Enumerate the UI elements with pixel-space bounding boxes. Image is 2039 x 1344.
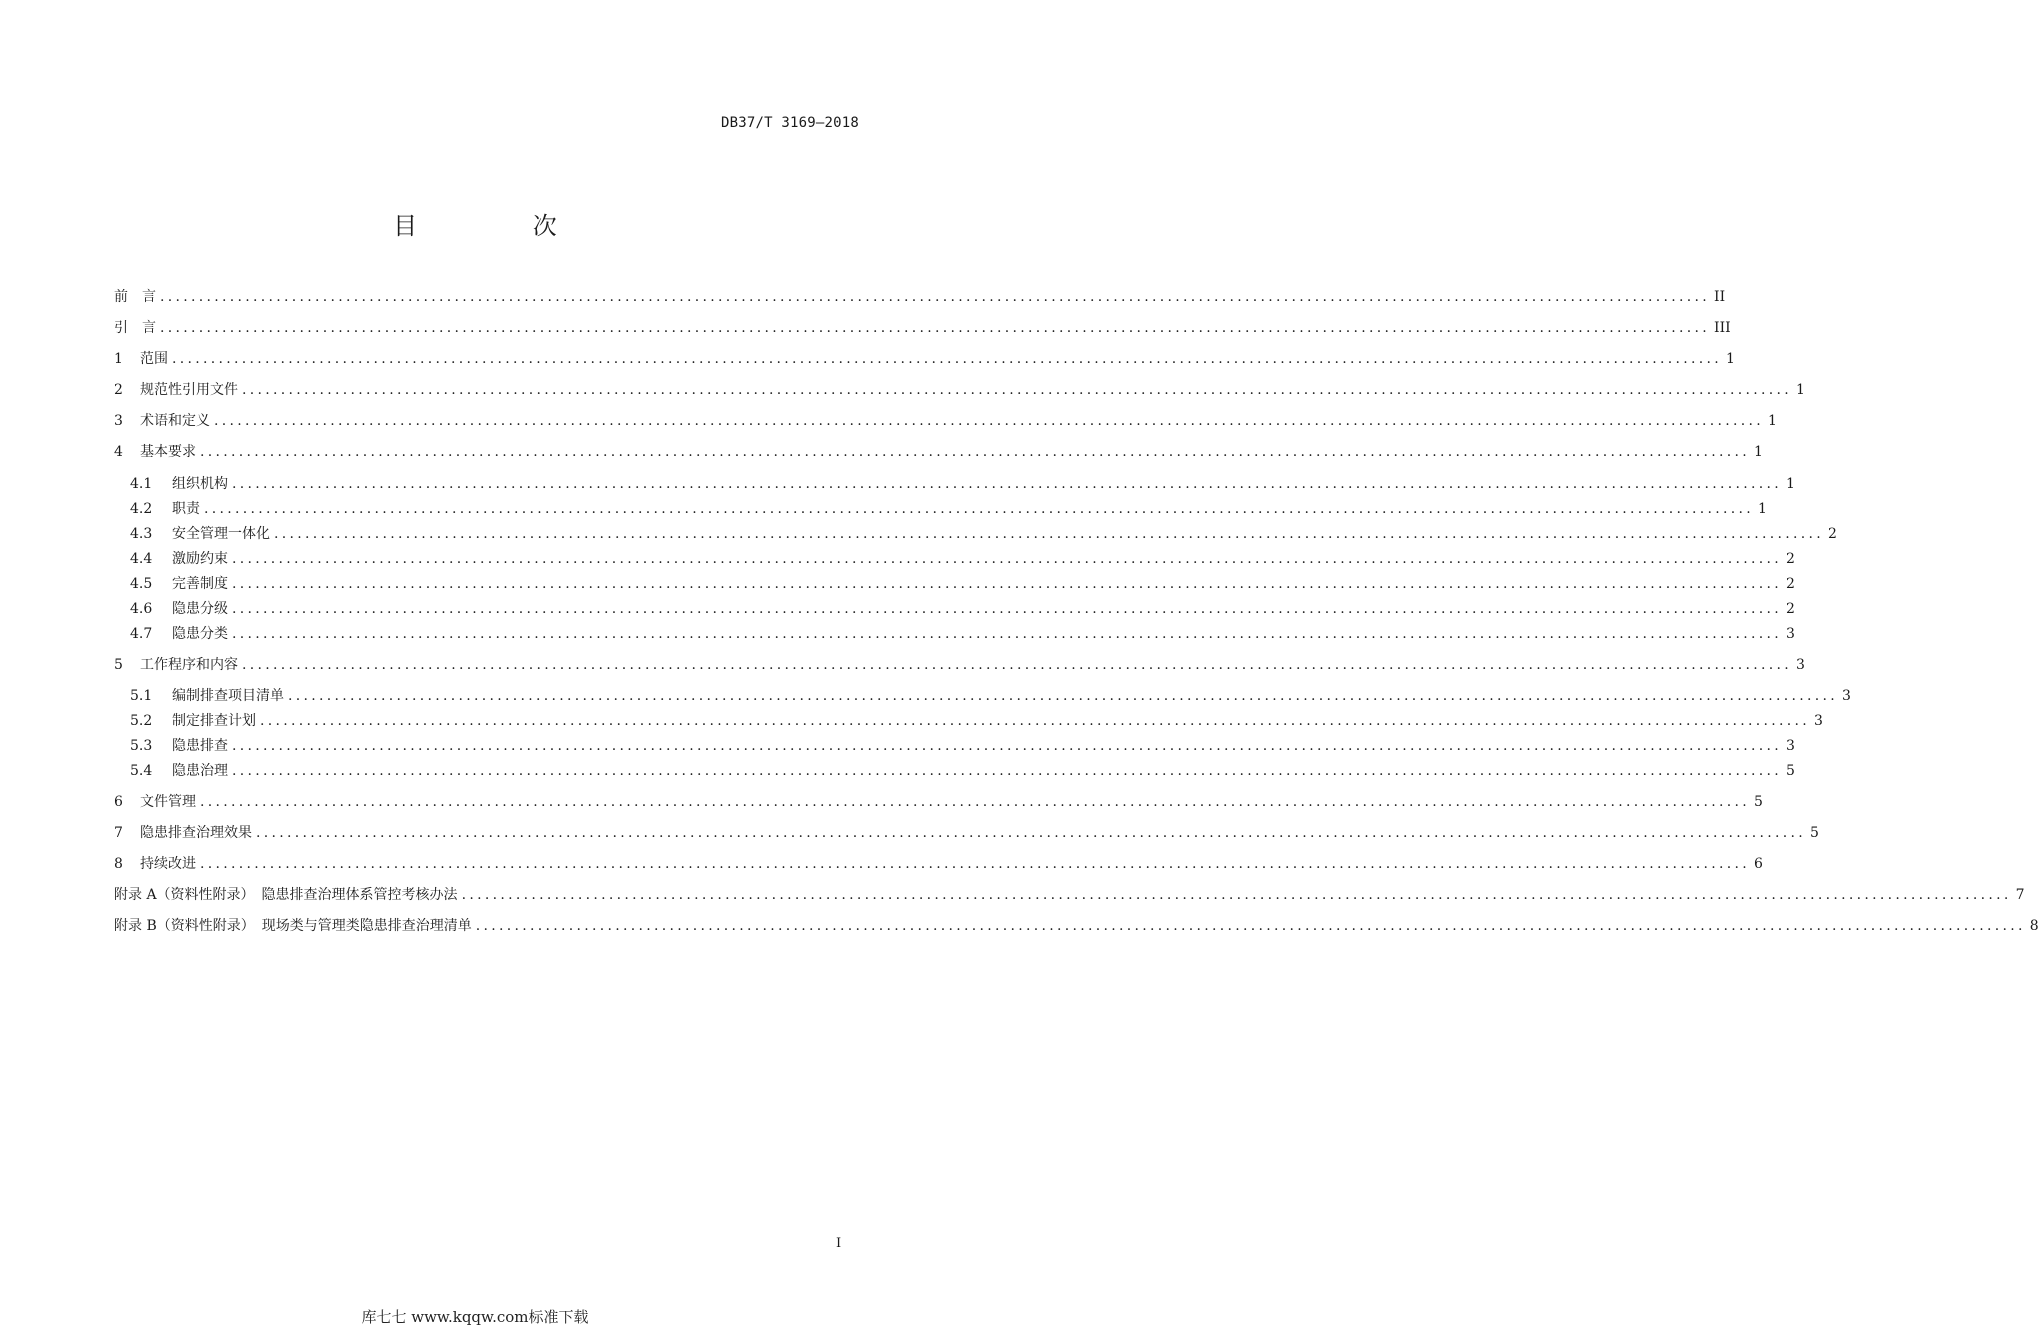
footer-watermark: 库七七 www.kqqw.com标准下载: [361, 1308, 589, 1326]
toc-entry-foreword[interactable]: [114, 286, 1726, 308]
standard-code: DB37/T 3169—2018: [720, 115, 859, 131]
toc-page: II: [1714, 289, 1726, 305]
toc-leader: ........................................................................................................................................................................................................: [172, 351, 1723, 367]
toc-leader: ........................................................................................................................................................................................................: [232, 551, 1783, 567]
toc-label: 激励约束: [172, 551, 228, 567]
toc-label: 前 言: [114, 289, 156, 305]
toc-page: III: [1714, 320, 1731, 336]
toc-label: 制定排查计划: [172, 713, 256, 729]
toc-label: 编制排查项目清单: [172, 688, 284, 704]
toc-page: 7: [2015, 887, 2025, 903]
toc-page: 1: [1796, 382, 1805, 398]
toc-leader: ........................................................................................................................................................................................................: [232, 763, 1783, 779]
page-folio: I: [836, 1236, 842, 1251]
toc-label: 附录 A（资料性附录） 隐患排查治理体系管控考核办法: [114, 887, 458, 903]
toc-leader: ........................................................................................................................................................................................................: [475, 918, 2026, 934]
toc-label: 工作程序和内容: [140, 657, 238, 673]
toc-leader: ........................................................................................................................................................................................................: [160, 320, 1711, 336]
toc-page: 2: [1786, 551, 1795, 567]
toc-number: 4.2: [130, 501, 153, 517]
toc-leader: ........................................................................................................................................................................................................: [214, 413, 1765, 429]
toc-number: 2: [114, 382, 123, 398]
toc-entry-appendix-b[interactable]: [114, 915, 2039, 937]
toc-page: 1: [1754, 444, 1763, 460]
toc-leader: ........................................................................................................................................................................................................: [274, 526, 1825, 542]
toc-leader: ........................................................................................................................................................................................................: [232, 738, 1783, 754]
toc-leader: ........................................................................................................................................................................................................: [204, 501, 1755, 517]
toc-entry-5-1[interactable]: [130, 685, 1851, 707]
toc-page: 3: [1814, 713, 1823, 729]
toc-number: 4.3: [130, 526, 153, 542]
toc-leader: ........................................................................................................................................................................................................: [260, 713, 1811, 729]
toc-label: 隐患排查: [172, 738, 228, 754]
toc-number: 8: [114, 856, 123, 872]
toc-label: 隐患排查治理效果: [140, 825, 252, 841]
toc-label: 基本要求: [140, 444, 196, 460]
toc-entry-3[interactable]: [114, 410, 1777, 432]
toc-page: 1: [1758, 501, 1767, 517]
toc-page: 5: [1810, 825, 1819, 841]
toc-entry-4-3[interactable]: [130, 523, 1837, 545]
toc-page: 8: [2029, 918, 2039, 934]
toc-entry-5[interactable]: [114, 654, 1805, 676]
toc-label: 引 言: [114, 320, 156, 336]
toc-leader: ........................................................................................................................................................................................................: [160, 289, 1711, 305]
toc-entry-5-4[interactable]: [130, 760, 1795, 782]
toc-label: 范围: [140, 351, 168, 367]
toc-number: 4.1: [130, 476, 153, 492]
toc-entry-7[interactable]: [114, 822, 1819, 844]
toc-leader: ........................................................................................................................................................................................................: [288, 688, 1839, 704]
toc-label: 附录 B（资料性附录） 现场类与管理类隐患排查治理清单: [114, 918, 472, 934]
toc-page: 3: [1842, 688, 1851, 704]
toc-number: 5.2: [130, 713, 153, 729]
toc-number: 4.5: [130, 576, 153, 592]
toc-entry-4-7[interactable]: [130, 623, 1795, 645]
toc-label: 隐患分类: [172, 626, 228, 642]
toc-entry-4-1[interactable]: [130, 473, 1795, 495]
page-title: 目 次: [393, 212, 611, 240]
toc-page: 5: [1754, 794, 1763, 810]
toc-page: 5: [1786, 763, 1795, 779]
toc-label: 术语和定义: [140, 413, 210, 429]
toc-entry-4[interactable]: [114, 441, 1763, 463]
toc-label: 完善制度: [172, 576, 228, 592]
toc-number: 5.4: [130, 763, 153, 779]
toc-label: 文件管理: [140, 794, 196, 810]
toc-label: 持续改进: [140, 856, 196, 872]
toc-entry-4-4[interactable]: [130, 548, 1795, 570]
toc-entry-introduction[interactable]: [114, 317, 1731, 339]
toc-entry-8[interactable]: [114, 853, 1763, 875]
toc-entry-appendix-a[interactable]: [114, 884, 2025, 906]
toc-page: 3: [1796, 657, 1805, 673]
toc-label: 职责: [172, 501, 200, 517]
toc-number: 5.1: [130, 688, 153, 704]
toc-number: 4: [114, 444, 123, 460]
toc-leader: ........................................................................................................................................................................................................: [232, 626, 1783, 642]
toc-entry-4-6[interactable]: [130, 598, 1795, 620]
toc-leader: ........................................................................................................................................................................................................: [232, 476, 1783, 492]
toc-label: 隐患治理: [172, 763, 228, 779]
toc-number: 4.7: [130, 626, 153, 642]
toc-number: 1: [114, 351, 123, 367]
toc-number: 5.3: [130, 738, 153, 754]
toc-number: 5: [114, 657, 123, 673]
toc-leader: ........................................................................................................................................................................................................: [200, 794, 1751, 810]
toc-number: 4.4: [130, 551, 153, 567]
toc-entry-6[interactable]: [114, 791, 1763, 813]
toc-entry-1[interactable]: [114, 348, 1735, 370]
toc-leader: ........................................................................................................................................................................................................: [200, 444, 1751, 460]
toc-page: 3: [1786, 626, 1795, 642]
toc-label: 安全管理一体化: [172, 526, 270, 542]
toc-leader: ........................................................................................................................................................................................................: [242, 657, 1793, 673]
toc-page: 2: [1786, 576, 1795, 592]
toc-entry-4-2[interactable]: [130, 498, 1767, 520]
toc-leader: ........................................................................................................................................................................................................: [232, 576, 1783, 592]
toc-page: 6: [1754, 856, 1763, 872]
toc-number: 6: [114, 794, 123, 810]
toc-number: 7: [114, 825, 123, 841]
toc-label: 隐患分级: [172, 601, 228, 617]
toc-leader: ........................................................................................................................................................................................................: [461, 887, 2012, 903]
toc-page: 1: [1768, 413, 1777, 429]
toc-page: 3: [1786, 738, 1795, 754]
toc-leader: ........................................................................................................................................................................................................: [256, 825, 1807, 841]
toc-label: 规范性引用文件: [140, 382, 238, 398]
toc-number: 4.6: [130, 601, 153, 617]
toc-entry-5-2[interactable]: [130, 710, 1823, 732]
toc-page: 1: [1726, 351, 1735, 367]
toc-entry-5-3[interactable]: [130, 735, 1795, 757]
toc-page: 1: [1786, 476, 1795, 492]
toc-page: 2: [1786, 601, 1795, 617]
toc-leader: ........................................................................................................................................................................................................: [242, 382, 1793, 398]
toc-number: 3: [114, 413, 123, 429]
toc-leader: ........................................................................................................................................................................................................: [200, 856, 1751, 872]
toc-label: 组织机构: [172, 476, 228, 492]
toc-leader: ........................................................................................................................................................................................................: [232, 601, 1783, 617]
toc-entry-4-5[interactable]: [130, 573, 1795, 595]
toc-page: 2: [1828, 526, 1837, 542]
toc-entry-2[interactable]: [114, 379, 1805, 401]
